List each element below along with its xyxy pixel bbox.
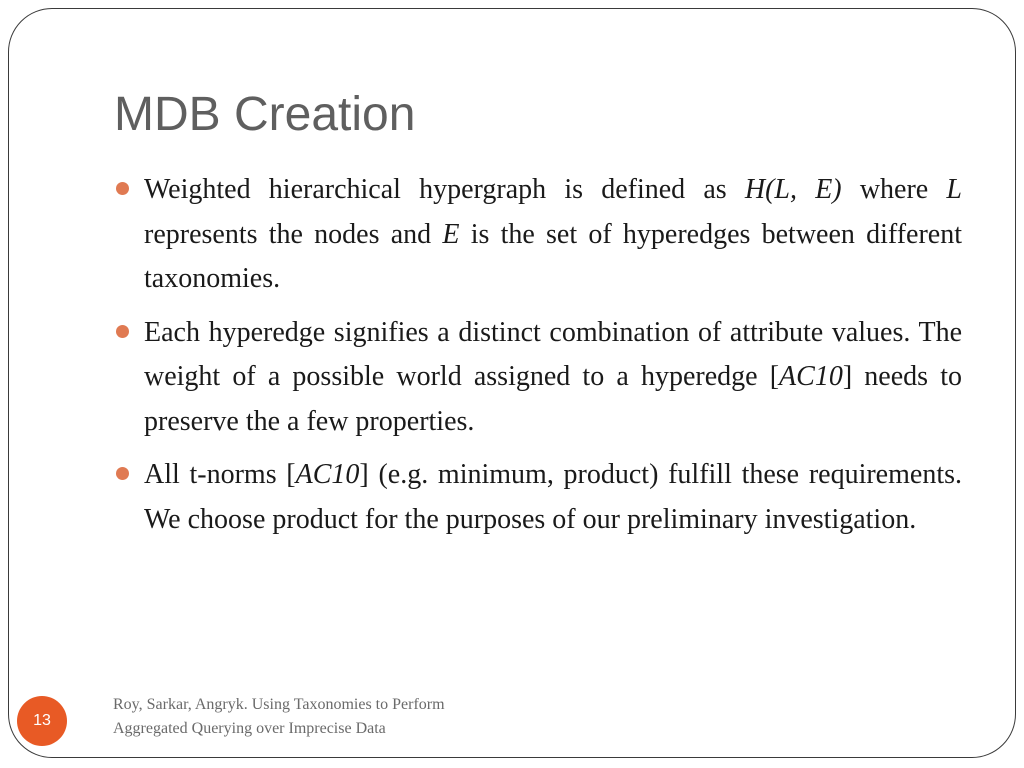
slide-title: MDB Creation — [114, 88, 416, 141]
footer-line: Aggregated Querying over Imprecise Data — [113, 720, 386, 737]
bullet-dot-icon — [116, 182, 129, 195]
bullet-text-italic: H(L, E) — [744, 174, 842, 205]
bullet-text-italic: AC10 — [295, 459, 360, 490]
bullet-item — [144, 453, 962, 542]
bullet-dot-icon — [116, 325, 129, 338]
bullet-text: Each hyperedge signifies a distinct combination of attribute values. The weight of a possible world assigned to a hyperedge [ — [144, 316, 962, 392]
bullet-dot-icon — [116, 467, 129, 480]
bullet-item — [144, 168, 962, 302]
bullet-text: Weighted hierarchical hypergraph is defined as — [144, 174, 745, 205]
bullet-text: represents the nodes and — [144, 218, 443, 250]
bullet-text: where — [841, 174, 947, 205]
bullet-text-italic: AC10 — [779, 361, 843, 392]
bullet-text: All t-norms [ — [144, 459, 296, 490]
page-number: 13 — [33, 712, 51, 729]
bullet-text: ] needs to preserve the a few properties. — [144, 361, 962, 437]
footer-line: Roy, Sarkar, Angryk. Using Taxonomies to Perform — [113, 696, 445, 713]
bullet-text: is the set of hyperedges between different taxonomies. — [144, 218, 962, 294]
bullet-text-italic: E — [442, 218, 460, 250]
bullet-list — [144, 168, 962, 551]
bullet-item — [144, 311, 962, 445]
page-number-badge — [17, 696, 67, 746]
bullet-text-italic: L — [946, 174, 962, 205]
footer-citation — [113, 693, 445, 741]
bullet-text: ] (e.g. minimum, product) fulfill these requirements. We choose product for the purposes of our preliminary investigation. — [144, 459, 962, 535]
